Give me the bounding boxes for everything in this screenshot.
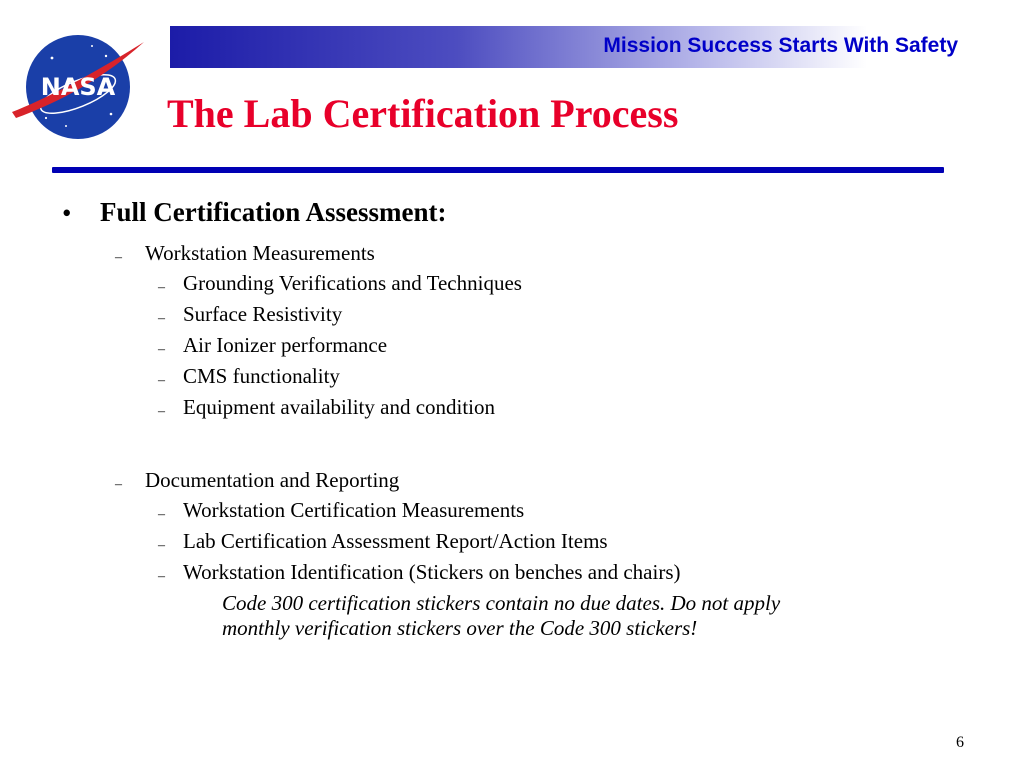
list-item: Air Ionizer performance <box>183 333 388 357</box>
page-number: 6 <box>956 734 964 751</box>
dash-marker: – <box>158 404 165 419</box>
dash-marker: – <box>158 311 165 326</box>
banner-slogan: Mission Success Starts With Safety <box>603 34 958 57</box>
title-divider <box>52 167 944 173</box>
dash-marker: – <box>158 507 165 522</box>
main-bullet-text: Full Certification Assessment: <box>100 197 447 227</box>
list-item: Lab Certification Assessment Report/Action Items <box>183 529 608 553</box>
header-banner <box>170 26 990 68</box>
list-item: Equipment availability and condition <box>183 395 496 419</box>
dash-marker: – <box>158 280 165 295</box>
list-item: CMS functionality <box>183 364 340 388</box>
dash-marker: – <box>158 342 165 357</box>
list-item: Surface Resistivity <box>183 302 343 326</box>
section-heading-workstation: Workstation Measurements <box>145 241 375 265</box>
dash-marker: – <box>158 538 165 553</box>
dash-marker: – <box>115 250 122 265</box>
list-item: Workstation Certification Measurements <box>183 498 525 522</box>
sticker-note-line-2: monthly verification stickers over the Code 300 stickers! <box>222 616 698 640</box>
slide-title: The Lab Certification Process <box>167 91 679 136</box>
list-item: Workstation Identification (Stickers on benches and chairs) <box>183 560 681 584</box>
dash-marker: – <box>158 373 165 388</box>
dash-marker: – <box>115 477 122 492</box>
bullet-dot: • <box>62 198 72 228</box>
section-heading-documentation: Documentation and Reporting <box>145 468 400 492</box>
dash-marker: – <box>158 569 165 584</box>
sticker-note-line-1: Code 300 certification stickers contain no due dates. Do not apply <box>222 591 781 615</box>
list-item: Grounding Verifications and Techniques <box>183 271 522 295</box>
svg-text:NASA: NASA <box>40 73 116 101</box>
nasa-logo <box>8 28 148 146</box>
